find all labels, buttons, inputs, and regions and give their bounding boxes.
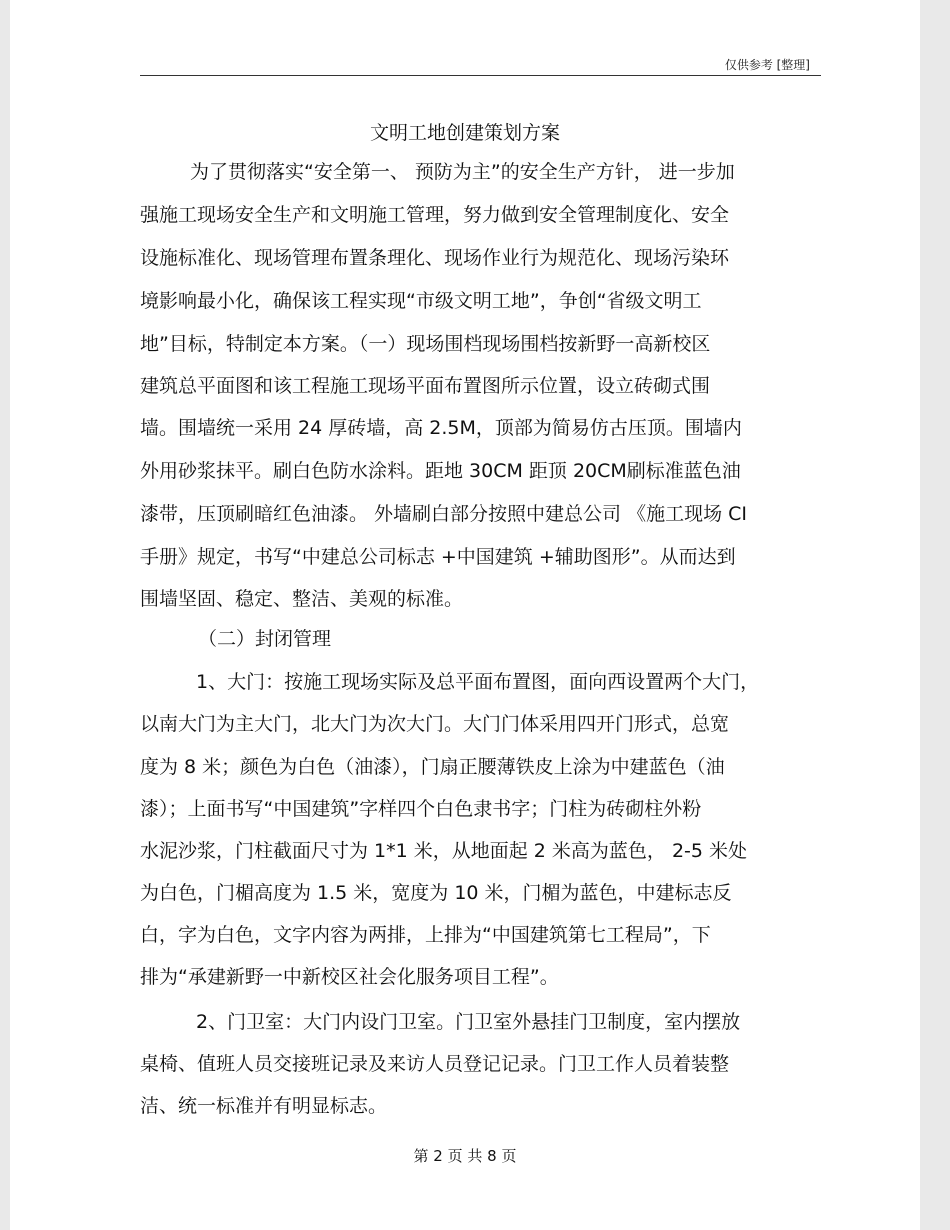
document-page: [10, 0, 920, 1230]
body-line: 为白色，门楣高度为 1.5 米，宽度为 10 米，门楣为蓝色，中建标志反: [140, 882, 732, 904]
body-line: 地”目标，特制定本方案。（一）现场围档现场围档按新野一高新校区: [140, 333, 711, 355]
body-line: 以南大门为主大门，北大门为次大门。大门门体采用四开门形式，总宽: [140, 713, 730, 735]
body-line: 设施标准化、现场管理布置条理化、现场作业行为规范化、现场污染环: [140, 247, 730, 269]
body-line: 白，字为白色，文字内容为两排，上排为“中国建筑第七工程局”，下: [140, 924, 711, 946]
body-line: 建筑总平面图和该工程施工现场平面布置图所示位置，设立砖砌式围: [140, 375, 711, 397]
body-line: 漆）；上面书写“中国建筑”字样四个白色隶书字；门柱为砖砌柱外粉: [140, 798, 702, 820]
body-line: 桌椅、值班人员交接班记录及来访人员登记记录。门卫工作人员着装整: [140, 1053, 730, 1075]
body-line: 排为“承建新野一中新校区社会化服务项目工程”。: [140, 966, 559, 988]
body-line: 围墙坚固、稳定、整洁、美观的标准。: [140, 588, 464, 610]
page-number: 第 2 页 共 8 页: [413, 1147, 517, 1165]
body-line: 洁、统一标准并有明显标志。: [140, 1095, 388, 1117]
body-line: 度为 8 米；颜色为白色（油漆），门扇正腰薄铁皮上涂为中建蓝色（油: [140, 756, 725, 778]
body-line: 漆带，压顶刷暗红色油漆。 外墙刷白部分按照中建总公司 《施工现场 CI: [140, 503, 747, 525]
header-divider: [140, 75, 821, 76]
body-line: 强施工现场安全生产和文明施工管理，努力做到安全管理制度化、安全: [140, 204, 730, 226]
body-line: 手册》规定，书写“中建总公司标志 +中国建筑 +辅助图形”。从而达到: [140, 546, 736, 568]
document-title: 文明工地创建策划方案: [369, 122, 560, 144]
body-line: 1、大门：按施工现场实际及总平面布置图，面向西设置两个大门，: [196, 671, 760, 693]
body-line: 外用砂浆抹平。刷白色防水涂料。距地 30CM 距顶 20CM刷标准蓝色油: [140, 460, 741, 482]
body-line: 为了贯彻落实“安全第一、 预防为主”的安全生产方针， 进一步加: [190, 161, 735, 183]
body-line: 2、门卫室：大门内设门卫室。门卫室外悬挂门卫制度，室内摆放: [196, 1011, 741, 1033]
body-line: 境影响最小化，确保该工程实现“市级文明工地”，争创“省级文明工: [140, 290, 702, 312]
header-note: 仅供参考 [整理]: [724, 58, 810, 72]
body-line: 墙。围墙统一采用 24 厚砖墙，高 2.5M，顶部为简易仿古压顶。围墙内: [140, 417, 742, 439]
body-line: 水泥沙浆，门柱截面尺寸为 1*1 米，从地面起 2 米高为蓝色， 2-5 米处: [140, 840, 748, 862]
section-heading: （二）封闭管理: [198, 628, 332, 650]
